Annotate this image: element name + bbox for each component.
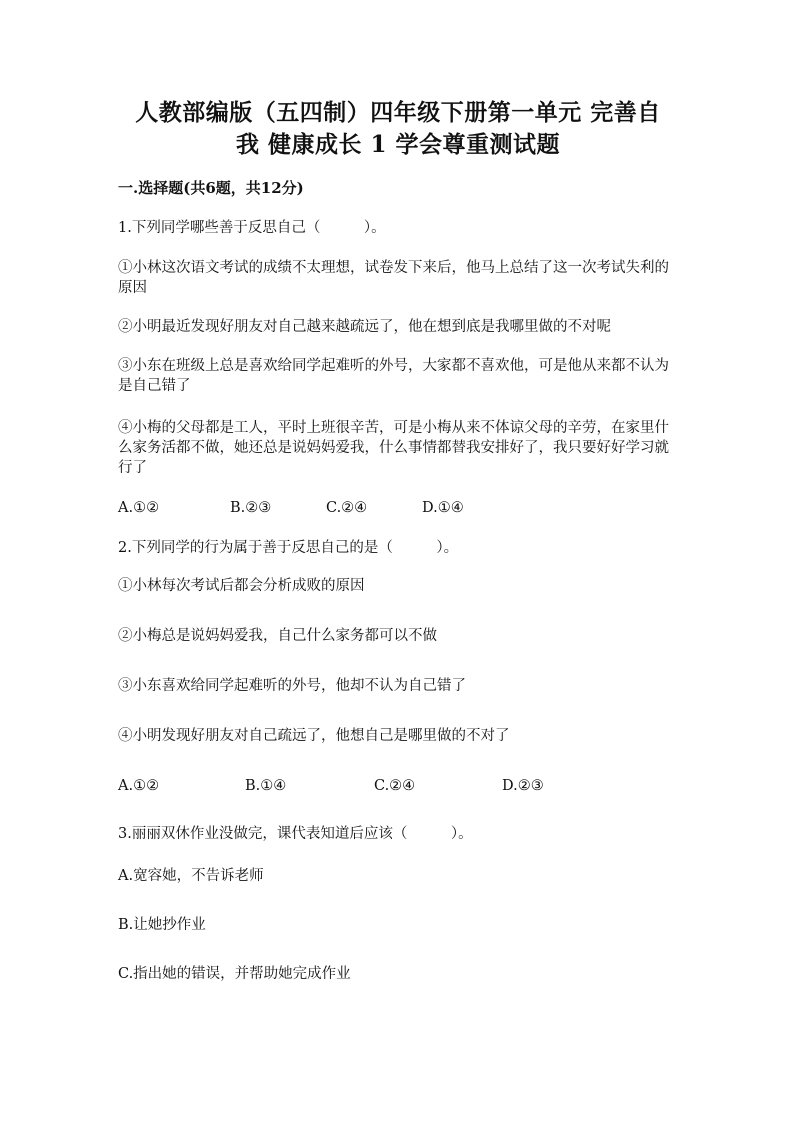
answer-option-a[interactable]: A.宽容她，不告诉老师 <box>118 868 264 884</box>
question-stem: 3.丽丽双休作业没做完，课代表知道后应该（ ）。 <box>118 826 473 842</box>
answer-option-d[interactable]: D.②③ <box>502 778 544 794</box>
question-statement: ③小东在班级上总是喜欢给同学起难听的外号，大家都不喜欢他，可是他从来都不认为是自己错了 <box>118 358 669 394</box>
question-statement: ①小林每次考试后都会分析成败的原因 <box>118 578 365 594</box>
answer-option-b[interactable]: B.②③ <box>230 500 272 516</box>
question-statement: ②小梅总是说妈妈爱我，自己什么家务都可以不做 <box>118 628 437 644</box>
section-heading: 一.选择题(共6题，共12分) <box>118 179 304 197</box>
question-stem: 1.下列同学哪些善于反思自己（ ）。 <box>118 220 386 236</box>
answer-option-a[interactable]: A.①② <box>118 500 160 516</box>
page-title-line-2: 我 健康成长 1 学会尊重测试题 <box>235 131 561 158</box>
answer-option-d[interactable]: D.①④ <box>422 500 464 516</box>
answer-option-a[interactable]: A.①② <box>118 778 160 794</box>
question-statement: ②小明最近发现好朋友对自己越来越疏远了，他在想到底是我哪里做的不对呢 <box>118 319 611 335</box>
question-statement: ①小林这次语文考试的成绩不太理想，试卷发下来后，他马上总结了这一次考试失利的原因 <box>118 260 669 296</box>
question-stem: 2.下列同学的行为属于善于反思自己的是（ ）。 <box>118 540 459 556</box>
answer-option-b[interactable]: B.①④ <box>245 778 287 794</box>
question-statement: ④小明发现好朋友对自己疏远了，他想自己是哪里做的不对了 <box>118 728 510 744</box>
answer-option-c[interactable]: C.②④ <box>326 500 368 516</box>
answer-option-c[interactable]: C.②④ <box>374 778 416 794</box>
answer-option-b[interactable]: B.让她抄作业 <box>118 917 206 933</box>
question-statement: ③小东喜欢给同学起难听的外号，他却不认为自己错了 <box>118 678 466 694</box>
page-title-line-1: 人教部编版（五四制）四年级下册第一单元 完善自 <box>135 99 661 126</box>
answer-option-c[interactable]: C.指出她的错误，并帮助她完成作业 <box>118 966 351 982</box>
question-statement: ④小梅的父母都是工人，平时上班很辛苦，可是小梅从来不体谅父母的辛劳，在家里什么家务活都不做，她还总是说妈妈爱我，什么事情都替我安排好了，我只要好好学习就行了 <box>118 420 669 476</box>
